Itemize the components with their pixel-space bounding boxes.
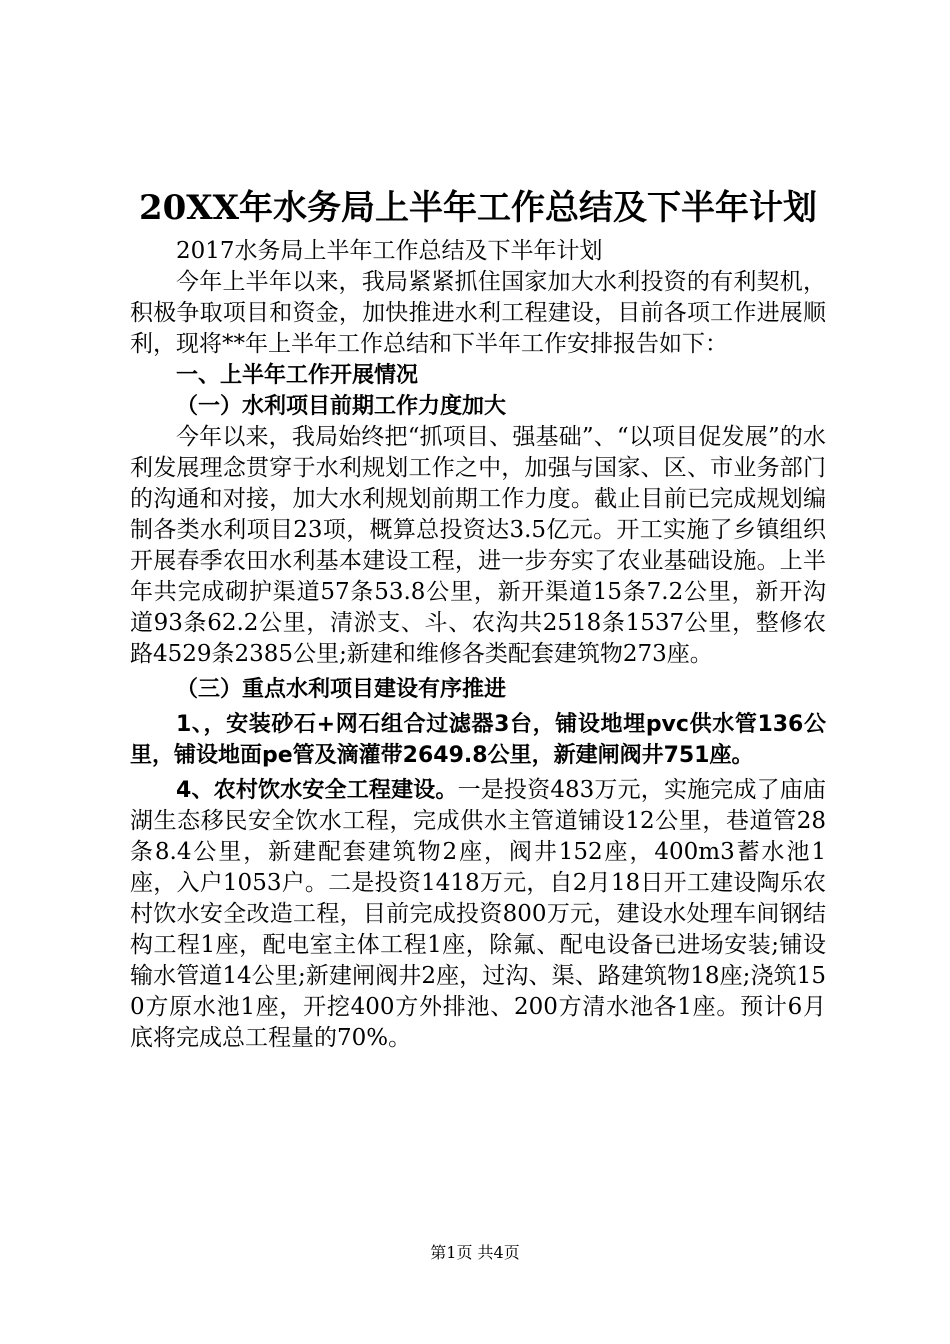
item-4-lead: 4、农村饮水安全工程建设。 (176, 778, 458, 803)
document-subtitle: 2017水务局上半年工作总结及下半年计划 (176, 238, 603, 264)
section-heading-1: 一、上半年工作开展情况 (176, 363, 419, 388)
subsection-1-body: 今年以来，我局始终把“抓项目、强基础”、“以项目促发展”的水利发展理念贯穿于水利规划工作之中，加强与国家、区、市业务部门的沟通和对接，加大水利规划前期工作力度。截止目前已完成规划编制各类水利项目23项，概算总投资达3.5亿元。开工实施了乡镇组织开展春季农田水利基本建设工程，进一步夯实了农业基础设施。上半年共完成砌护渠道57条53.8公里，新开渠道15条7.2公里，新开沟道93条62.2公里，清淤支、斗、农沟共2518条1537公里，整修农路4529条2385公里;新建和维修各类配套建筑物273座。 (130, 424, 826, 667)
item-4-paragraph (130, 775, 826, 1054)
subsection-heading-3: （三）重点水利项目建设有序推进 (176, 677, 507, 702)
item-1-paragraph: 1、，安装砂石+网石组合过滤器3台，铺设地埋pvc供水管136公里，铺设地面pe管及滴灌带2649.8公里，新建闸阀井751座。 (130, 712, 826, 768)
document-page (130, 180, 826, 1054)
document-title: 20XX年水务局上半年工作总结及下半年计划 (138, 188, 818, 228)
subsection-heading-1: （一）水利项目前期工作力度加大 (176, 394, 507, 419)
item-4-body: 一是投资483万元，实施完成了庙庙湖生态移民安全饮水工程，完成供水主管道铺设12公里，巷道管28条8.4公里，新建配套建筑物2座，阀井152座，400m3蓄水池1座，入户1053户。二是投资1418万元，自2月18日开工建设陶乐农村饮水安全改造工程，目前完成投资800万元，建设水处理车间钢结构工程1座，配电室主体工程1座，除氟、配电设备已进场安装;铺设输水管道14公里;新建闸阀井2座，过沟、渠、路建筑物18座;浇筑150方原水池1座，开挖400方外排池、200方清水池各1座。预计6月底将完成总工程量的70%。 (130, 777, 827, 1051)
page-footer: 第1页 共4页 (430, 1243, 520, 1262)
intro-paragraph: 今年上半年以来，我局紧紧抓住国家加大水利投资的有利契机，积极争取项目和资金，加快推进水利工程建设，目前各项工作进展顺利，现将**年上半年工作总结和下半年工作安排报告如下： (130, 269, 826, 357)
